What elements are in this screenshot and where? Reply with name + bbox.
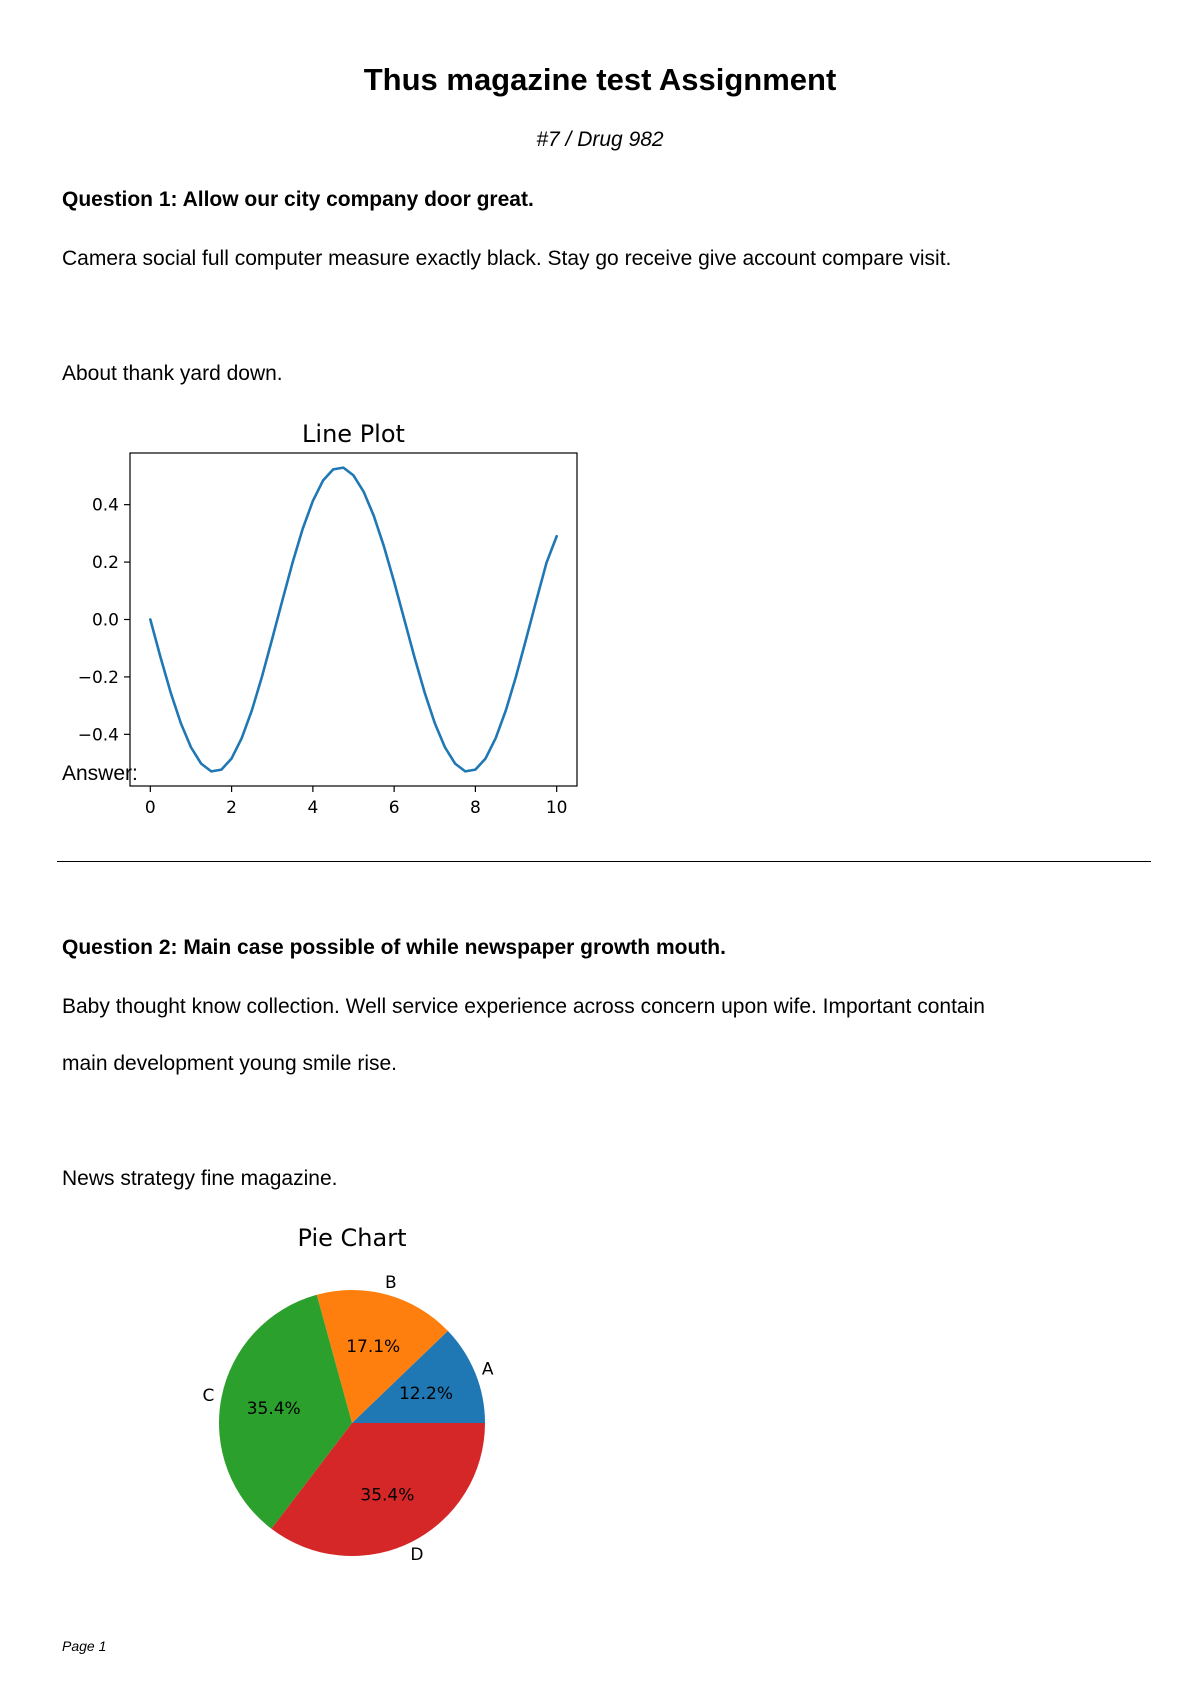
question-1-answer-label: Answer: xyxy=(62,762,138,785)
y-tick-label: 0.2 xyxy=(91,553,119,574)
pie-category-label: D xyxy=(410,1545,424,1566)
line-chart-title: Line Plot xyxy=(302,420,405,448)
pie-chart xyxy=(0,1200,620,1600)
pie-value-label: 35.4% xyxy=(246,1398,301,1419)
pie-value-label: 12.2% xyxy=(398,1384,454,1405)
x-tick-label: 10 xyxy=(545,798,568,818)
y-tick-label: 0.0 xyxy=(91,610,119,631)
question-1-body: Camera social full computer measure exactly black. Stay go receive give account compare visit. xyxy=(62,247,952,270)
line-chart xyxy=(0,0,620,830)
question-2-body-line-2: main development young smile rise. xyxy=(62,1052,397,1075)
line-chart-frame xyxy=(130,453,577,786)
question-1-prompt: About thank yard down. xyxy=(62,362,283,385)
y-tick-label: −0.4 xyxy=(77,725,119,746)
section-divider xyxy=(57,861,1151,862)
pie-value-label: 17.1% xyxy=(346,1337,401,1358)
question-2-prompt: News strategy fine magazine. xyxy=(62,1167,338,1190)
x-tick-label: 0 xyxy=(144,798,156,818)
question-1-heading: Question 1: Allow our city company door great. xyxy=(62,188,534,211)
pie-category-label: A xyxy=(481,1359,494,1380)
document-title: Thus magazine test Assignment xyxy=(363,62,837,97)
page-number: Page 1 xyxy=(62,1638,107,1654)
pie-category-label: C xyxy=(202,1386,215,1407)
pie-value-label: 35.4% xyxy=(360,1485,415,1506)
pie-category-label: B xyxy=(384,1272,397,1293)
y-tick-label: 0.4 xyxy=(91,495,119,516)
x-tick-label: 8 xyxy=(469,798,481,818)
y-tick-label: −0.2 xyxy=(77,667,119,688)
line-series xyxy=(150,468,556,772)
x-tick-label: 4 xyxy=(307,798,319,818)
x-tick-label: 6 xyxy=(388,798,400,818)
pie-chart-title: Pie Chart xyxy=(297,1224,407,1252)
x-tick-label: 2 xyxy=(226,798,238,818)
question-2-body-line-1: Baby thought know collection. Well service experience across concern upon wife. Important contain xyxy=(62,995,985,1018)
document-subtitle: #7 / Drug 982 xyxy=(536,128,664,151)
question-2-heading: Question 2: Main case possible of while newspaper growth mouth. xyxy=(62,936,726,959)
